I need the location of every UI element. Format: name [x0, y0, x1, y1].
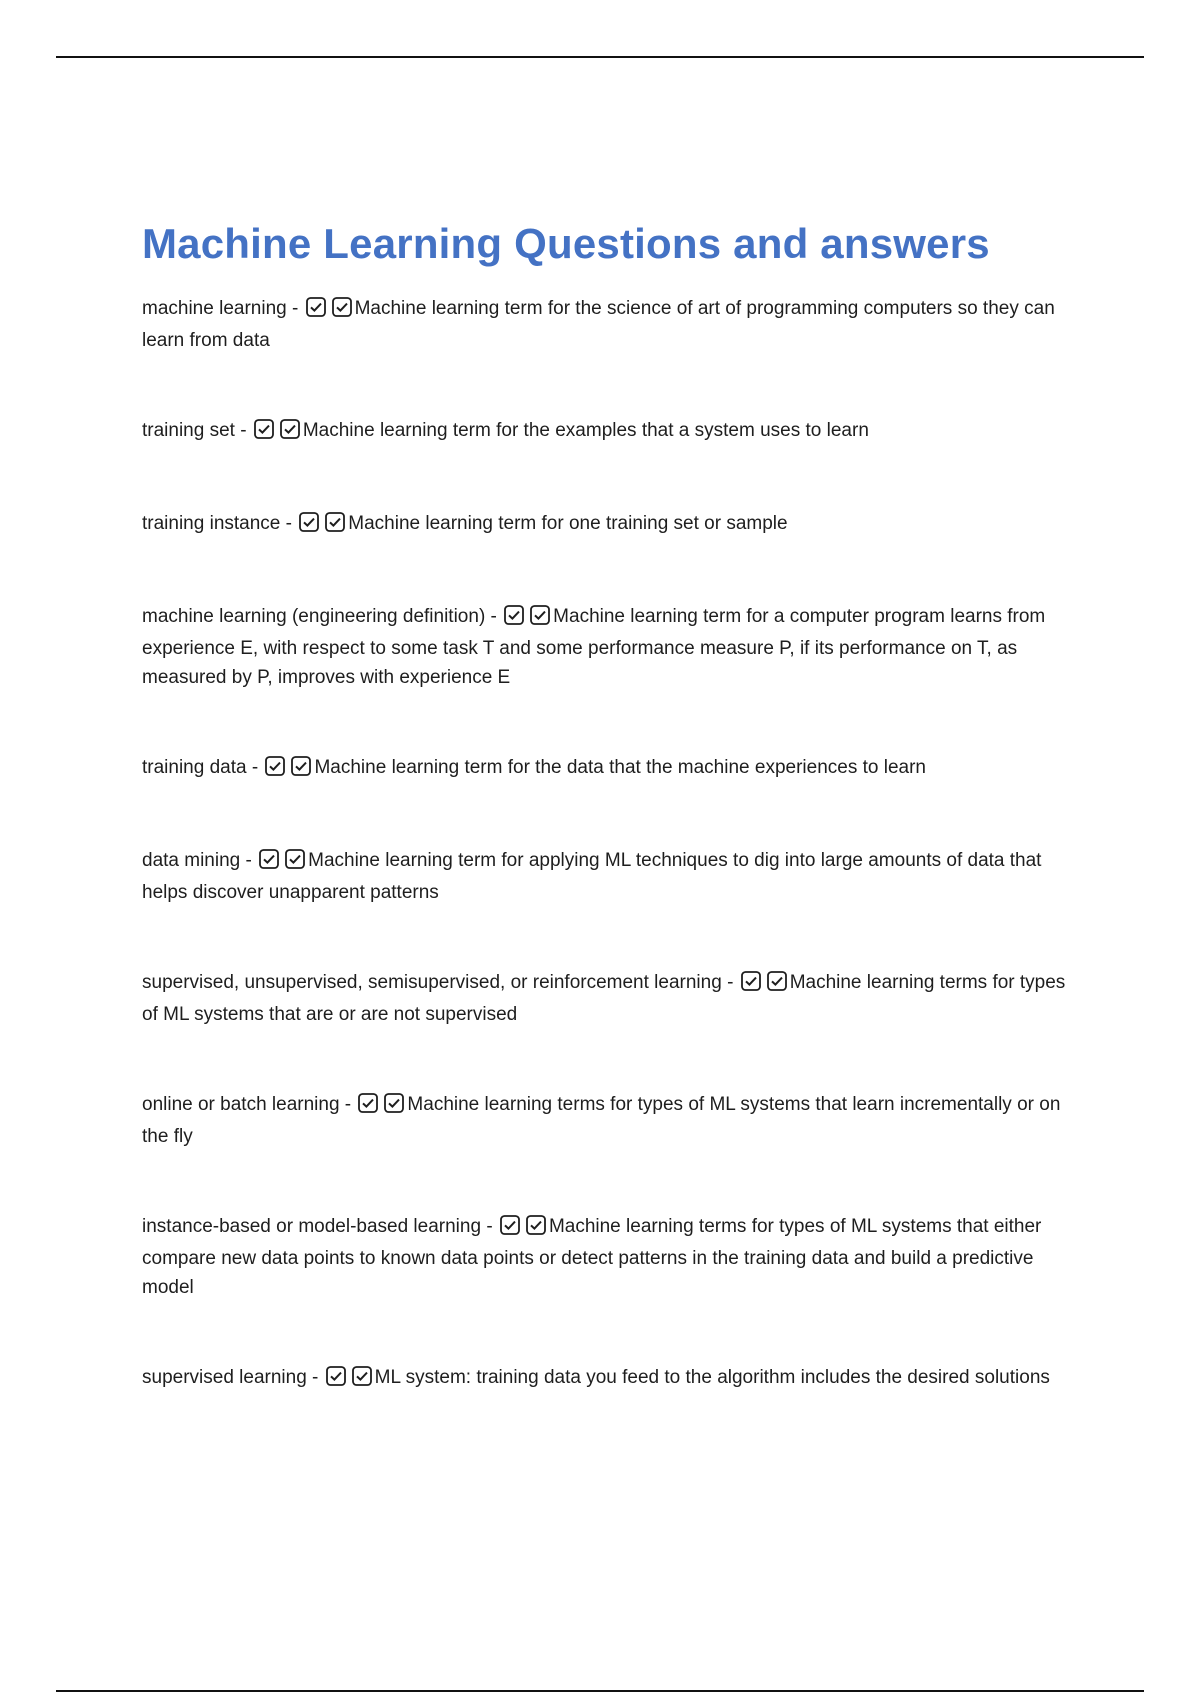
page-title: Machine Learning Questions and answers — [142, 220, 990, 267]
qa-term: machine learning — [142, 298, 287, 319]
check-marks — [504, 605, 551, 634]
checkbox-checked-icon — [741, 971, 761, 991]
qa-item — [142, 1363, 1066, 1395]
checkbox-checked-icon — [326, 1366, 346, 1386]
checkbox-checked-icon — [332, 297, 352, 317]
checkbox-checked-icon — [285, 849, 305, 869]
qa-definition: Machine learning term for applying ML techniques to dig into large amounts of data that helps discover unapparent patterns — [142, 850, 1042, 903]
qa-term: training set — [142, 420, 235, 441]
qa-definition: Machine learning term for the data that the machine experiences to learn — [314, 757, 926, 778]
check-marks — [299, 512, 346, 541]
qa-definition: Machine learning term for one training set or sample — [348, 513, 788, 534]
check-marks — [254, 419, 301, 448]
qa-item — [142, 602, 1066, 692]
check-marks — [500, 1215, 547, 1244]
document-body — [142, 214, 1066, 1456]
qa-definition: Machine learning term for the science of art of programming computers so they can learn from data — [142, 298, 1055, 351]
qa-definition: Machine learning terms for types of ML systems that are or are not supervised — [142, 972, 1066, 1025]
checkbox-checked-icon — [280, 419, 300, 439]
qa-definition: ML system: training data you feed to the algorithm includes the desired solutions — [374, 1367, 1050, 1388]
check-marks — [741, 971, 788, 1000]
qa-separator: - — [280, 513, 298, 534]
qa-separator: - — [306, 1367, 324, 1388]
qa-separator: - — [339, 1094, 357, 1115]
top-rule — [56, 56, 1144, 58]
checkbox-checked-icon — [500, 1215, 520, 1235]
qa-separator: - — [234, 420, 252, 441]
checkbox-checked-icon — [526, 1215, 546, 1235]
qa-term: instance-based or model-based learning — [142, 1216, 482, 1237]
qa-definition: Machine learning term for a computer program learns from experience E, with respect to some task T and some performance measure P, if its performance on T, as measured by P, improves with experience E — [142, 606, 1046, 688]
qa-item — [142, 294, 1066, 355]
qa-item — [142, 416, 1066, 448]
qa-term: data mining — [142, 850, 241, 871]
checkbox-checked-icon — [384, 1093, 404, 1113]
qa-item — [142, 753, 1066, 785]
checkbox-checked-icon — [325, 512, 345, 532]
qa-term: machine learning (engineering definition) — [142, 606, 486, 627]
qa-term: supervised, unsupervised, semisupervised, or reinforcement learning — [142, 972, 722, 993]
qa-separator: - — [286, 298, 304, 319]
qa-term: online or batch learning — [142, 1094, 340, 1115]
qa-definition: Machine learning terms for types of ML systems that learn incrementally or on the fly — [142, 1094, 1061, 1147]
bottom-rule — [56, 1690, 1144, 1692]
qa-separator: - — [240, 850, 258, 871]
qa-item — [142, 1212, 1066, 1302]
check-marks — [326, 1366, 373, 1395]
checkbox-checked-icon — [767, 971, 787, 991]
checkbox-checked-icon — [530, 605, 550, 625]
qa-item — [142, 968, 1066, 1029]
qa-item — [142, 846, 1066, 907]
qa-definition: Machine learning term for the examples that a system uses to learn — [302, 420, 869, 441]
checkbox-checked-icon — [504, 605, 524, 625]
checkbox-checked-icon — [306, 297, 326, 317]
check-marks — [265, 756, 312, 785]
checkbox-checked-icon — [259, 849, 279, 869]
check-marks — [306, 297, 353, 326]
checkbox-checked-icon — [265, 756, 285, 776]
check-marks — [259, 849, 306, 878]
qa-term: training instance — [142, 513, 281, 534]
checkbox-checked-icon — [254, 419, 274, 439]
qa-separator: - — [246, 757, 264, 778]
checkbox-checked-icon — [291, 756, 311, 776]
checkbox-checked-icon — [352, 1366, 372, 1386]
qa-separator: - — [485, 606, 503, 627]
qa-item — [142, 509, 1066, 541]
checkbox-checked-icon — [299, 512, 319, 532]
qa-item — [142, 1090, 1066, 1151]
qa-term: training data — [142, 757, 247, 778]
checkbox-checked-icon — [358, 1093, 378, 1113]
qa-separator: - — [721, 972, 739, 993]
qa-term: supervised learning — [142, 1367, 307, 1388]
qa-separator: - — [481, 1216, 498, 1237]
qa-definition: Machine learning terms for types of ML systems that either compare new data points to known data points or detect patterns in the training data and build a predictive model — [142, 1216, 1042, 1298]
check-marks — [358, 1093, 405, 1122]
